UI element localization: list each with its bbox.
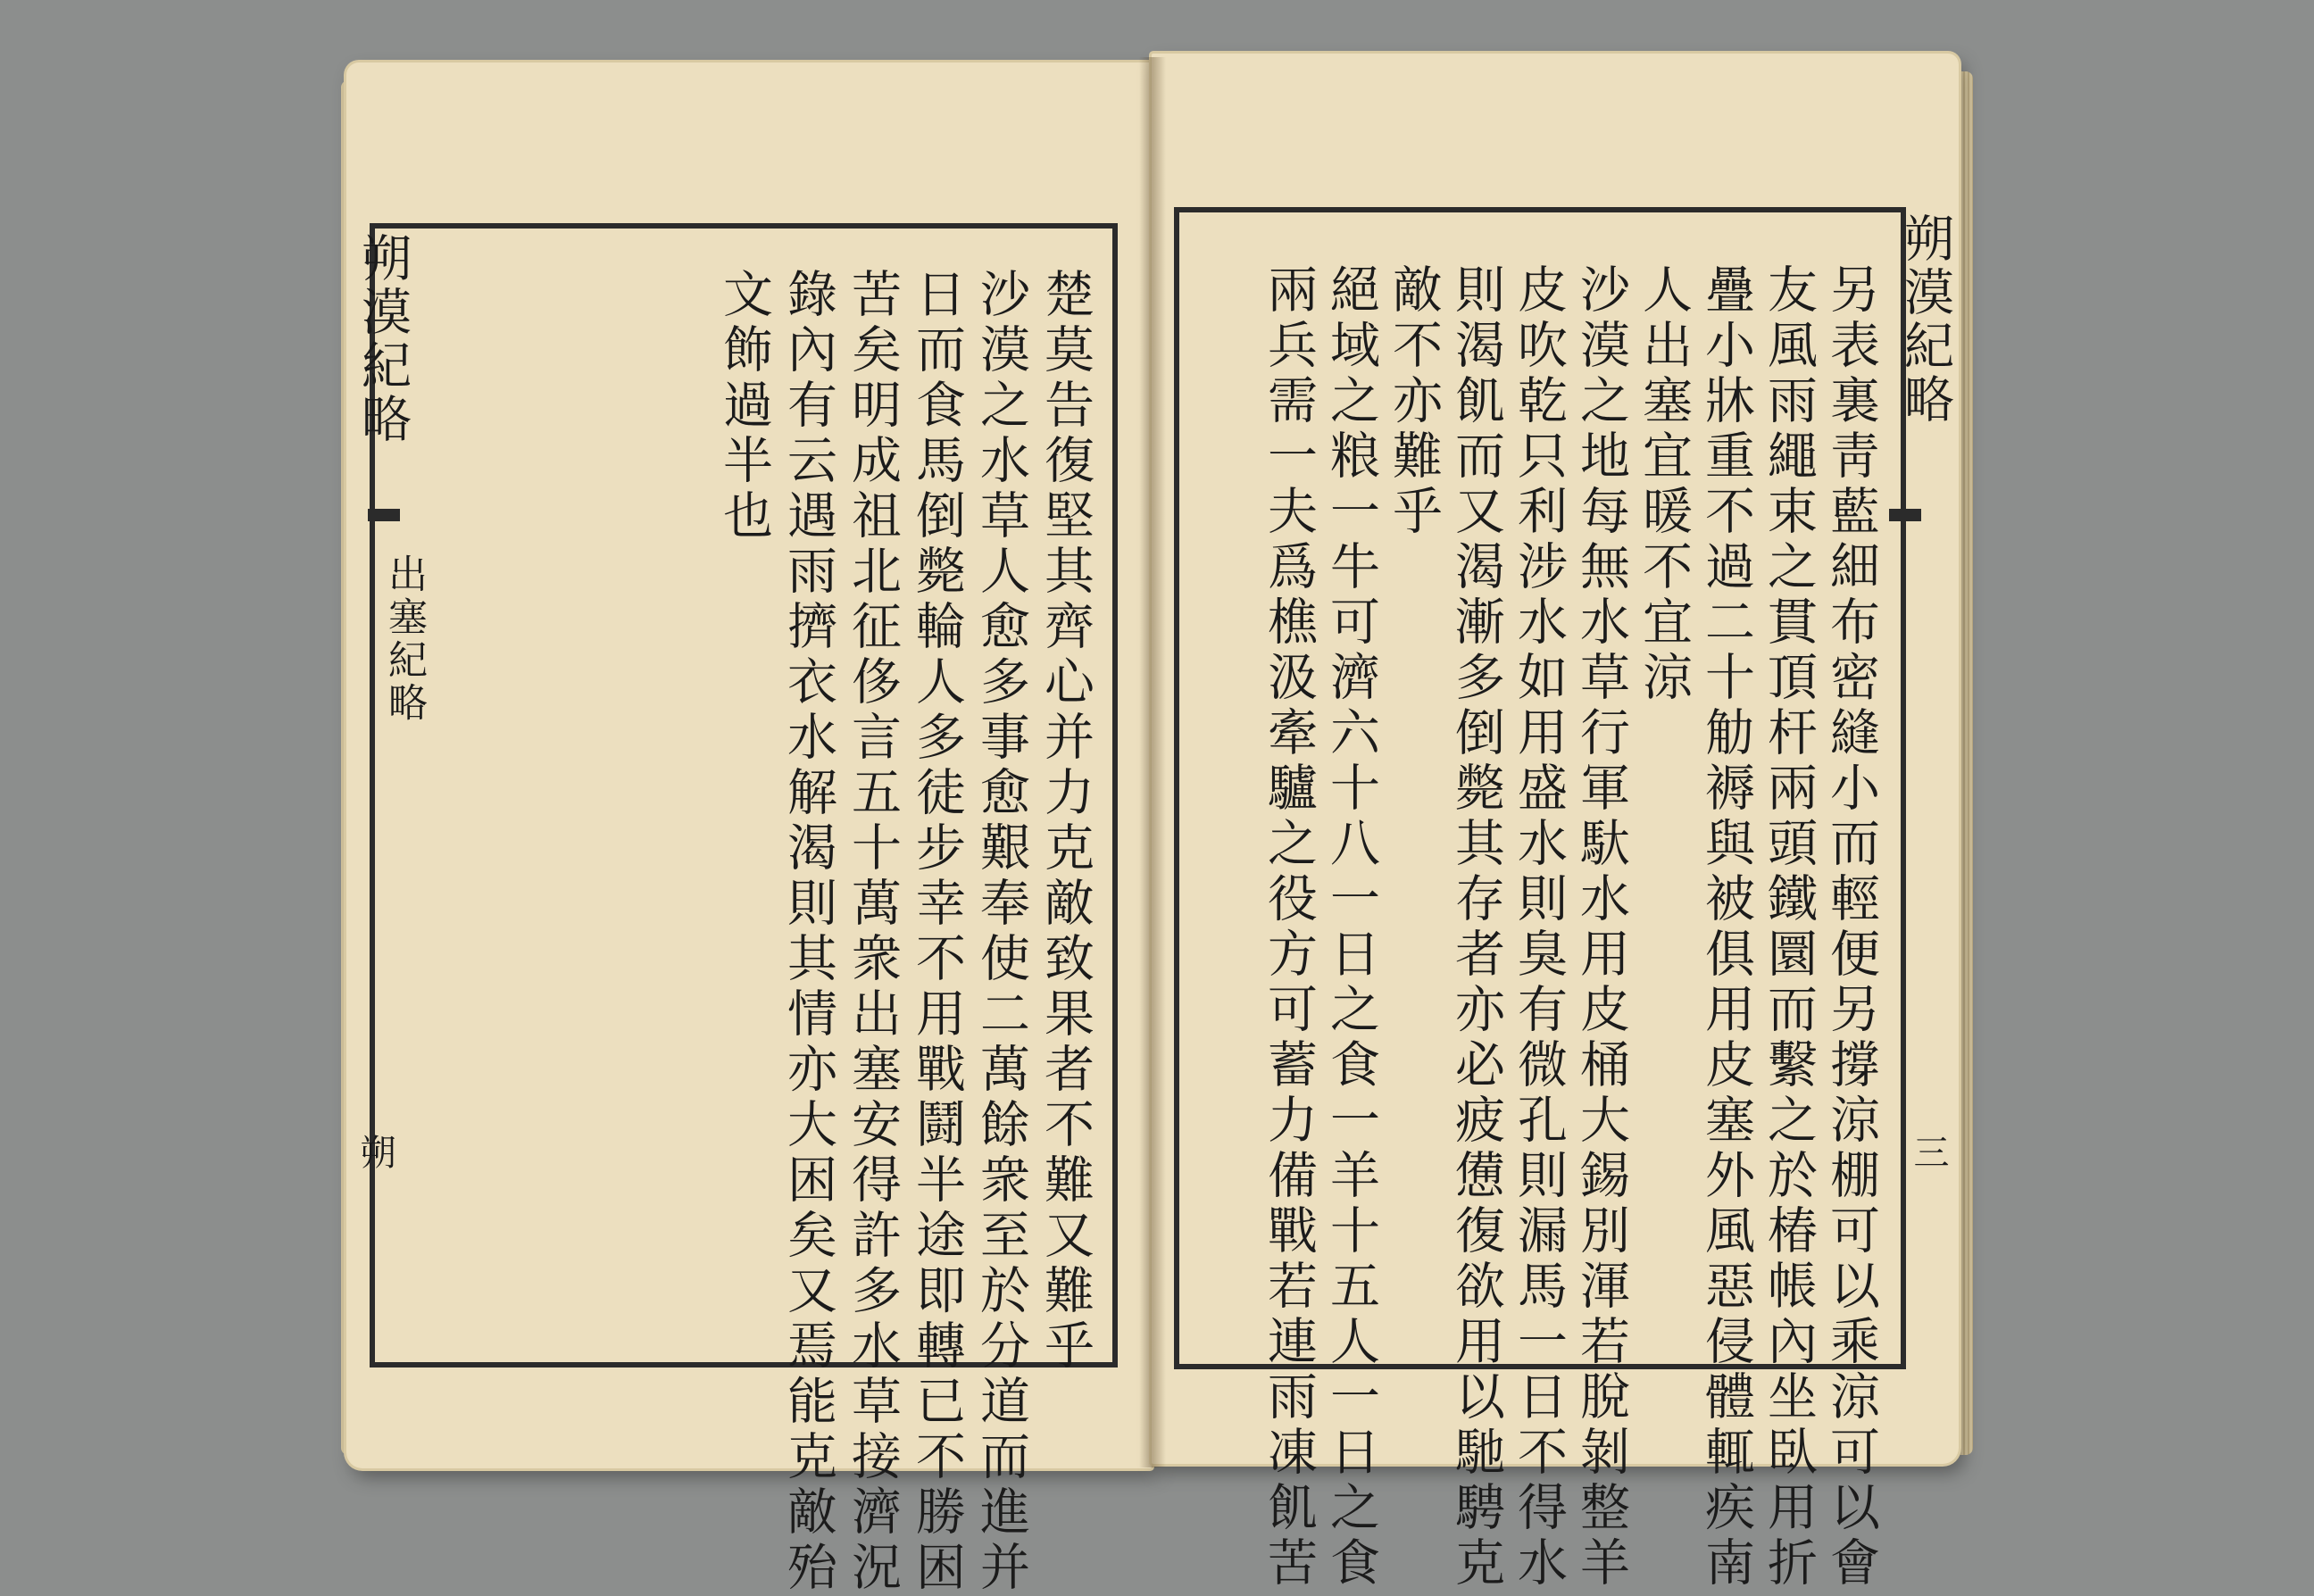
left-text-column: 沙漠之水草人愈多事愈艱奉使二萬餘衆至於分道而進并 xyxy=(972,268,1030,1596)
left-text-column: 楚莫告復堅其齊心并力克敵致果者不難又難乎 xyxy=(1036,268,1095,1375)
right-text-column: 沙漠之地每無水草行軍馱水用皮桶大錫別渾若脫剝整羊 xyxy=(1572,263,1630,1592)
left-fish-tail xyxy=(368,509,400,521)
right-text-column: 皮吹乾只利涉水如用盛水則臭有微孔則漏馬一日不得水 xyxy=(1510,263,1568,1592)
right-page-mark: 三 xyxy=(1908,1134,1949,1169)
left-margin-section: 出塞紀略 xyxy=(381,553,427,725)
left-text-column: 日而食馬倒斃輪人多徒步幸不用戰鬪半途即轉已不勝困 xyxy=(908,268,966,1596)
right-text-column: 絕域之粮一牛可濟六十八一日之食一羊十五人一日之食 xyxy=(1322,263,1380,1592)
left-text-column: 苦矣明成祖北征侈言五十萬衆出塞安得許多水草接濟況 xyxy=(844,268,902,1596)
right-text-column: 另表裏靑藍細布密縫小而輕便另撐涼棚可以乘涼可以會 xyxy=(1822,263,1880,1592)
left-margin-title: 朔漠紀略 xyxy=(354,232,412,446)
right-text-column: 人出塞宜暖不宜涼 xyxy=(1635,263,1693,706)
left-text-column: 錄內有云遇雨擠衣水解渴則其情亦大困矣又焉能克敵殆 xyxy=(779,268,837,1596)
left-page-mark: 朔 xyxy=(354,1134,395,1169)
right-margin-title: 朔漠紀略 xyxy=(1896,212,1954,427)
book-gutter xyxy=(1139,57,1166,1467)
left-text-column: 文飾過半也 xyxy=(715,268,773,544)
right-text-column: 則渴飢而又渴漸多倒斃其存者亦必疲憊復欲用以馳騁克 xyxy=(1447,263,1505,1592)
right-fish-tail xyxy=(1889,509,1921,521)
right-text-column: 兩兵需一夫爲樵汲牽驢之役方可蓄力備戰若連雨凍飢苦 xyxy=(1260,263,1318,1592)
right-text-column: 疊小牀重不過二十觔褥與被俱用皮塞外風惡侵體輒疾南 xyxy=(1697,263,1755,1592)
right-text-column: 敵不亦難乎 xyxy=(1385,263,1443,540)
right-text-column: 友風雨繩束之貫頂杆兩頭鐵圜而繫之於椿帳內坐臥用折 xyxy=(1760,263,1818,1592)
